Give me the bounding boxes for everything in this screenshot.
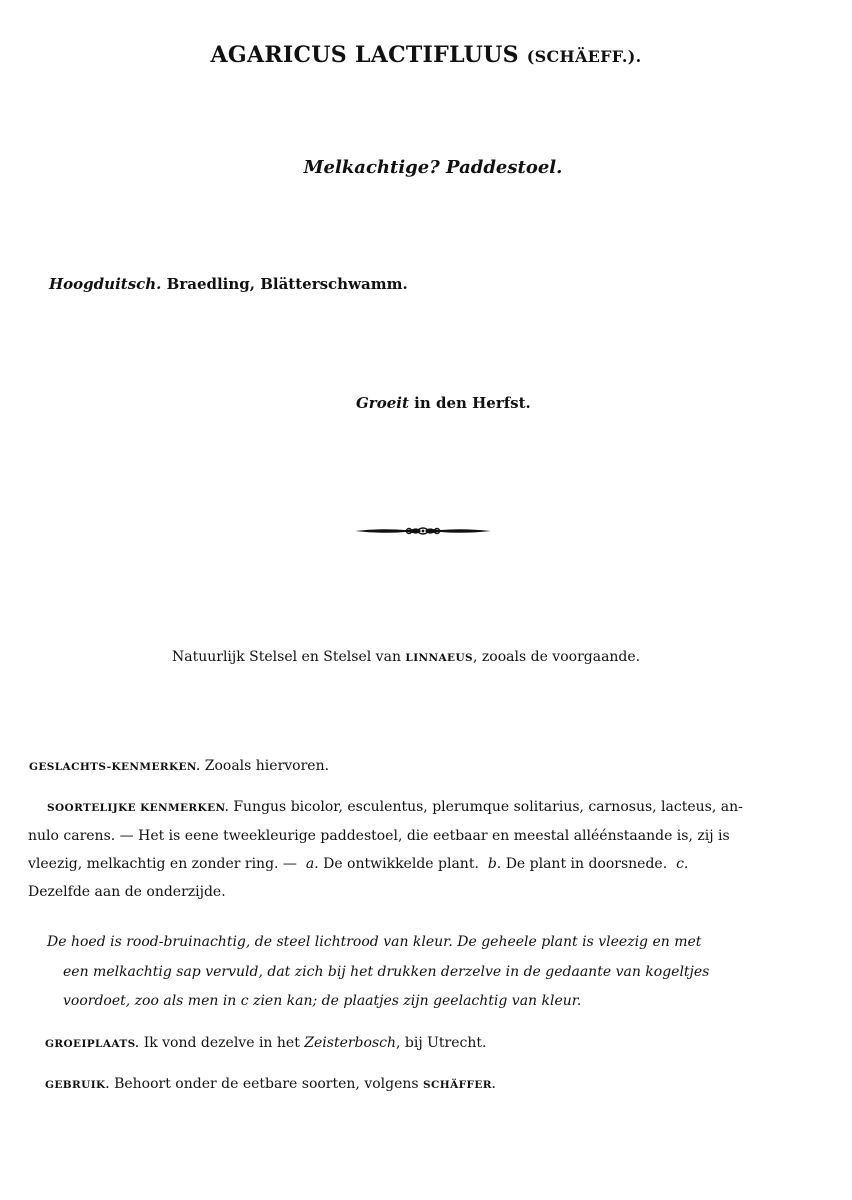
ornament-divider xyxy=(353,523,493,539)
figure-ref-a: a. xyxy=(305,856,319,872)
usage-author: SCHÄFFER. xyxy=(423,1079,496,1091)
usage-text: Behoort onder de eetbare soorten, volgens xyxy=(114,1076,419,1092)
habitat xyxy=(45,1029,486,1058)
description-line: een melkachtig sap vervuld, dat zich bij het drukken derzelve in de gedaante van kogeltjes xyxy=(63,963,710,980)
species-characters-line: nulo carens. — Het is eene tweekleurige paddestoel, die eetbaar en meestal alléénstaande is, zij is xyxy=(28,828,730,844)
description-line: De hoed is rood-bruinachtig, de steel lichtrood van kleur. De geheele plant is vleezig en met xyxy=(47,934,702,950)
genus-characters-label: GESLACHTS-KENMERKEN. xyxy=(29,761,201,773)
figure-caption-a: De ontwikkelde plant. xyxy=(323,856,479,872)
german-names-label: Hoogduitsch. xyxy=(49,275,162,293)
species-characters-line: Dezelfde aan de onderzijde. xyxy=(28,884,226,900)
species-characters-label: SOORTELIJKE KENMERKEN. xyxy=(47,802,229,814)
figure-caption-b: De plant in doorsnede. xyxy=(505,856,668,872)
species-text: vleezig, melkachtig en zonder ring. — xyxy=(28,856,297,872)
common-name: Melkachtige? Paddestoel. xyxy=(303,157,563,178)
figure-ref-c: c. xyxy=(676,856,689,872)
classification-text: Natuurlijk Stelsel en Stelsel van xyxy=(172,649,401,665)
classification-line xyxy=(172,649,640,665)
german-names xyxy=(49,275,408,293)
title-species: AGARICUS LACTIFLUUS xyxy=(210,42,519,68)
species-characters-line xyxy=(28,850,834,878)
habitat-place: Zeisterbosch xyxy=(304,1035,396,1051)
genus-characters-text: Zooals hiervoren. xyxy=(204,758,330,774)
habitat-text: Ik vond dezelve in het xyxy=(143,1035,300,1051)
genus-characters xyxy=(29,752,329,781)
page-title xyxy=(0,42,852,68)
classification-tail: , zooals de voorgaande. xyxy=(473,649,641,665)
classification-linnaeus: LINNAEUS xyxy=(405,652,474,664)
description-paragraph xyxy=(47,928,709,1017)
usage xyxy=(45,1070,496,1099)
habitat-tail: , bij Utrecht. xyxy=(396,1035,487,1051)
title-author: (SCHÄEFF.). xyxy=(526,47,642,66)
growth-season xyxy=(356,394,531,412)
growth-season-text: in den Herfst. xyxy=(414,394,531,412)
usage-label: GEBRUIK. xyxy=(45,1079,110,1091)
habitat-label: GROEIPLAATS. xyxy=(45,1038,140,1050)
description-line: voordoet, zoo als men in c zien kan; de plaatjes zijn geelachtig van kleur. xyxy=(63,993,582,1009)
figure-ref-b: b. xyxy=(487,856,502,872)
species-characters-line xyxy=(28,793,834,822)
german-names-text: Braedling, Blätterschwamm. xyxy=(166,275,408,293)
species-characters xyxy=(28,793,834,906)
growth-season-label: Groeit xyxy=(356,394,409,412)
species-latin-text: Fungus bicolor, esculentus, plerumque solitarius, carnosus, lacteus, an- xyxy=(233,799,743,815)
